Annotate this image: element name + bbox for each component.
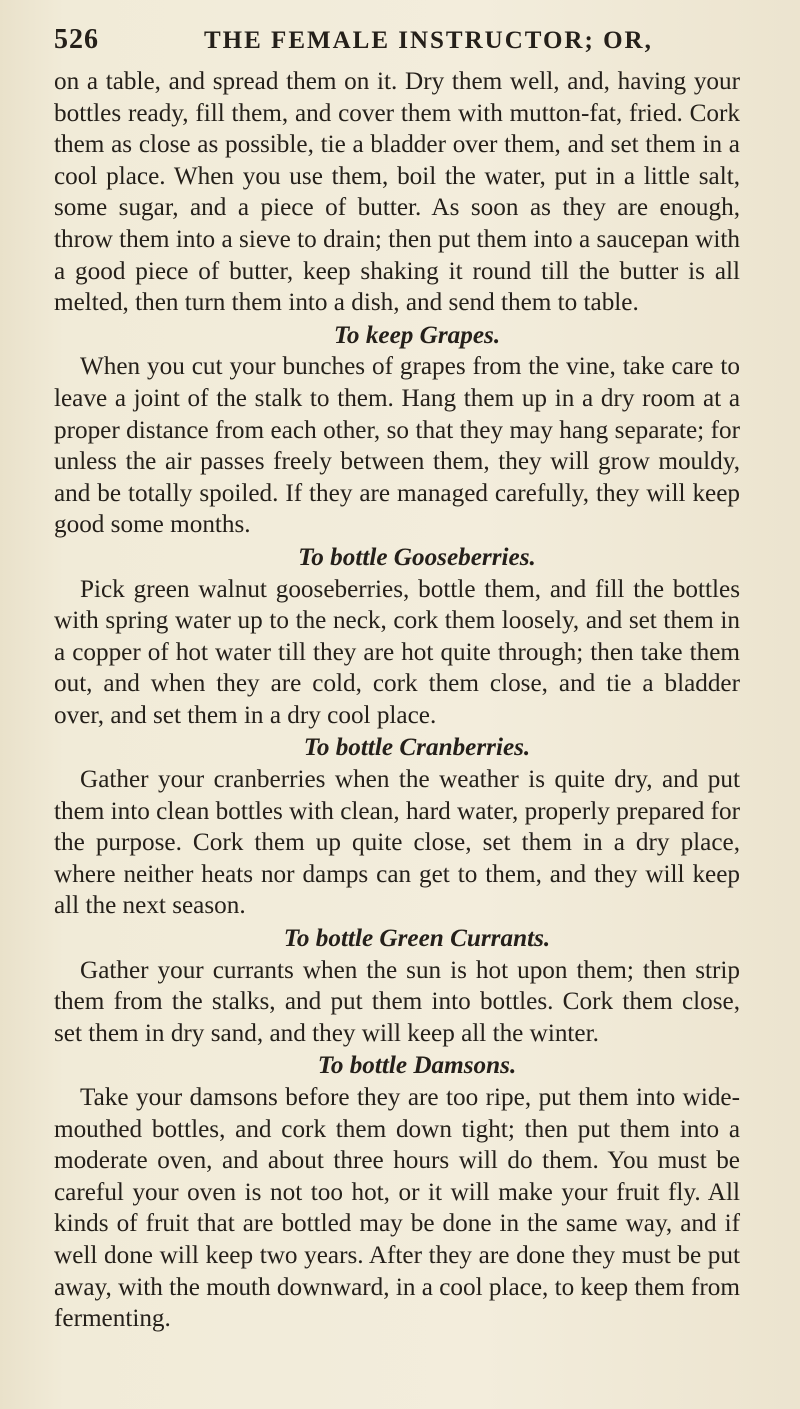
running-title: THE FEMALE INSTRUCTOR; OR, [204, 27, 653, 54]
section-heading-damsons: To bottle Damsons. [317, 1052, 517, 1080]
section-text-cranberries: Gather your cranberries when the weather is quite dry, and put them into clean bottles with clean, hard water, properly prepared for the purpose. Cork them up quite close, set them in a dry place, where neither heats nor damps can get to them, and they will keep all the next season. [54, 766, 740, 920]
section-heading-cranberries: To bottle Cranberries. [303, 734, 531, 762]
section-text-grapes: When you cut your bunches of grapes from the vine, take care to leave a joint of the stalk to them. Hang them up in a dry room at a proper distance from each other, so that they may hang separate; for unless the air passes freely between them, they will grow mouldy, and be totally spoiled. If they are managed carefully, they will keep good some months. [54, 353, 740, 539]
section-heading-gooseberries: To bottle Gooseberries. [298, 543, 536, 571]
section-text-gooseberries: Pick green walnut gooseberries, bottle them, and fill the bottles with spring water up to the neck, cork them loosely, and set them in a copper of hot water till they are hot quite through; then take them out, and when they are cold, cork them close, and tie a bladder over, and set them in a dry cool place. [54, 575, 740, 729]
opening-paragraph: on a table, and spread them on it. Dry them well, and, having your bottles ready, fill them, and cover them with mutton-fat, fried. Cork them as close as possible, tie a bladder over them, and set them in a cool place. When you use them, boil the water, put in a little salt, some sugar, and a piece of butter. As soon as they are enough, throw them into a sieve to drain; then put them into a saucepan with a good piece of butter, keep shaking it round till the butter is all melted, then turn them into a dish, and send them to table. [54, 68, 740, 317]
section-heading-green-currants: To bottle Green Currants. [283, 925, 551, 953]
section-text-damsons: Take your damsons before they are too ripe, put them into wide-mouthed bottles, and cork them down tight; then put them into a moderate oven, and about three hours will do them. You must be careful your oven is not too hot, or it will make your fruit fly. All kinds of fruit that are bottled may be done in the same way, and if well done will keep two years. After they are done they must be put away, with the mouth downward, in a cool place, to keep them from fermenting. [54, 1084, 740, 1333]
section-heading-grapes: To keep Grapes. [333, 321, 501, 349]
page-number: 526 [54, 24, 99, 55]
page-header [54, 24, 740, 56]
section-text-green-currants: Gather your currants when the sun is hot upon them; then strip them from the stalks, and put them into bottles. Cork them close, set them in dry sand, and they will keep all the winter. [54, 956, 740, 1047]
page-body [54, 66, 740, 1335]
